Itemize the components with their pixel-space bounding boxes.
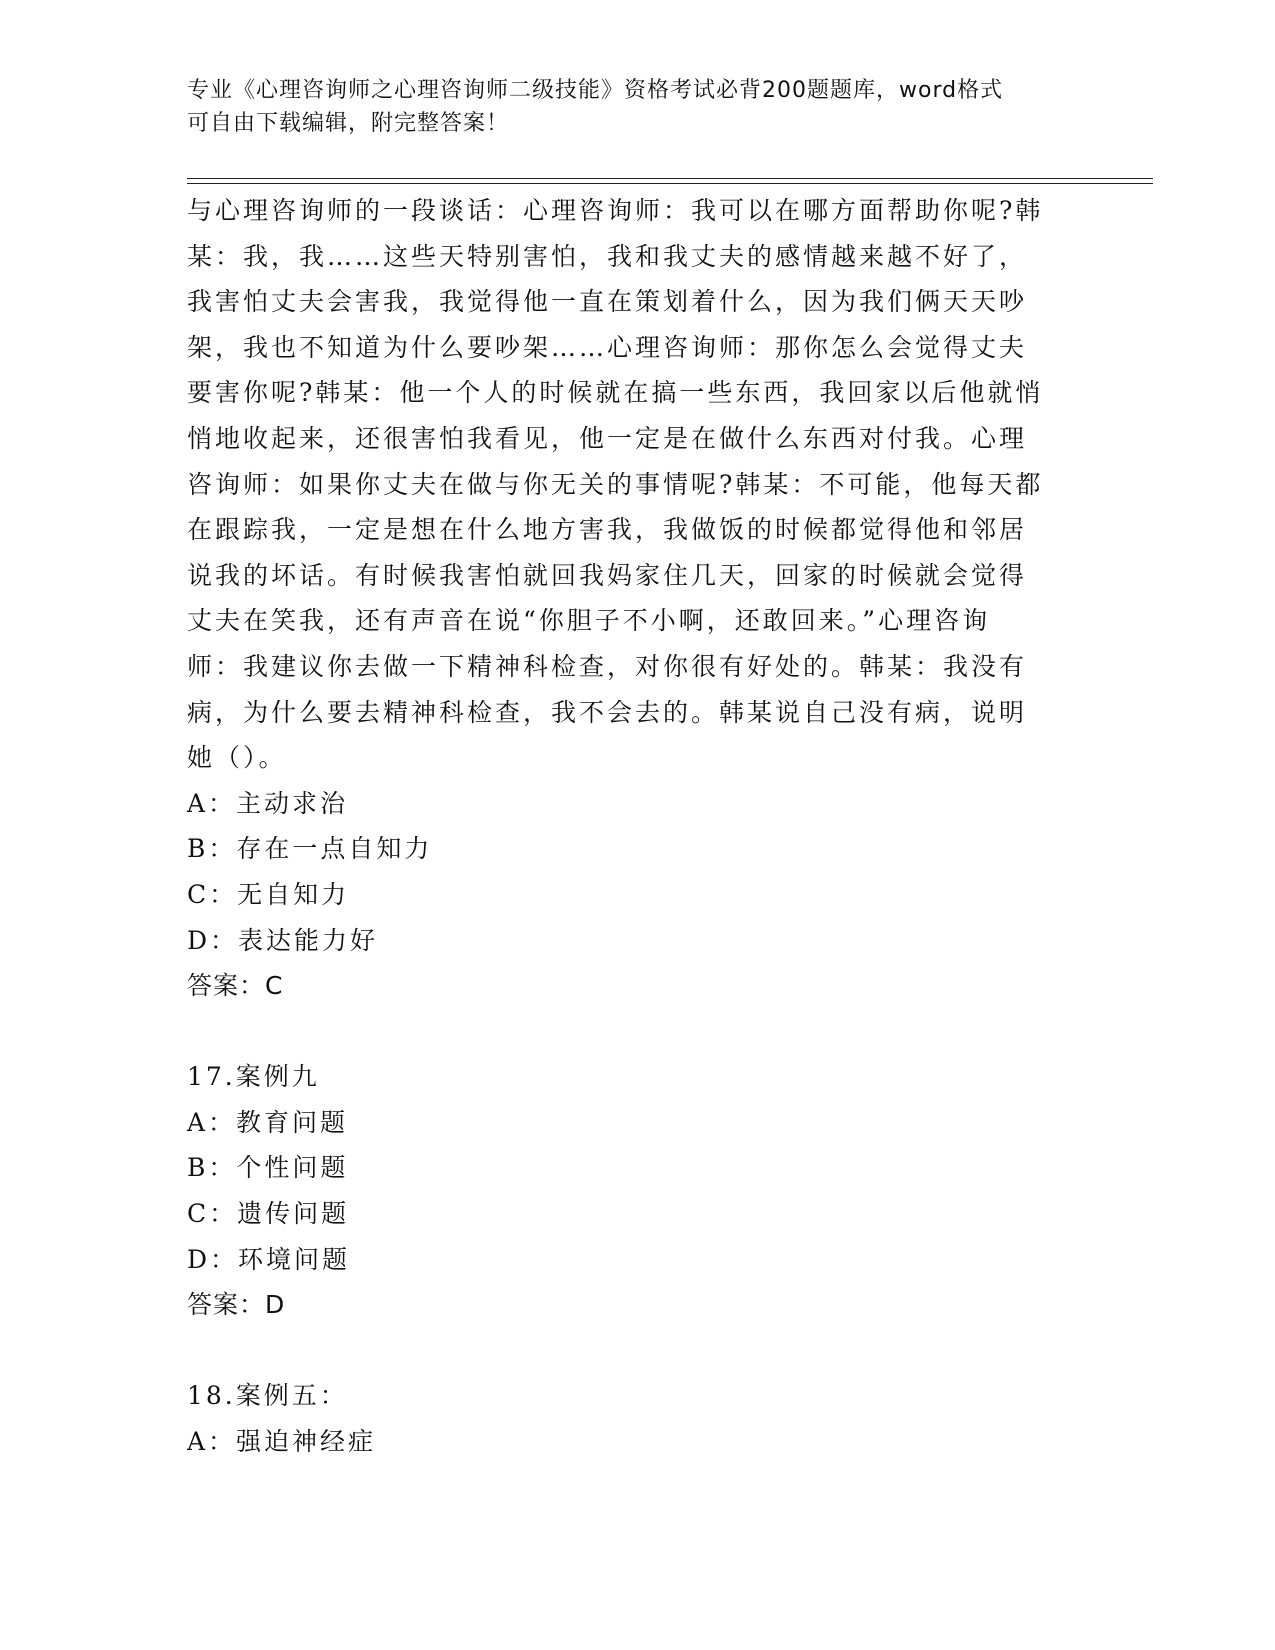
question-stem-line: 在跟踪我，一定是想在什么地方害我，我做饭的时候都觉得他和邻居 [187,515,1028,545]
question-title: 17.案例九 [187,1062,320,1092]
option-a: A：强迫神经症 [187,1427,377,1457]
question-stem-line: 某：我，我……这些天特别害怕，我和我丈夫的感情越来越不好了， [187,241,1028,271]
question-stem-line: 病，为什么要去精神科检查，我不会去的。韩某说自己没有病，说明 [187,697,1028,727]
answer-line: 答案：D [187,1290,286,1320]
question-stem-line: 架，我也不知道为什么要吵架……心理咨询师：那你怎么会觉得丈夫 [187,332,1028,362]
header-rule-top [187,178,1153,179]
answer-line: 答案：C [187,971,284,1001]
question-stem-line: 与心理咨询师的一段谈话：心理咨询师：我可以在哪方面帮助你呢?韩 [187,196,1044,225]
question-stem-line: 我害怕丈夫会害我，我觉得他一直在策划着什么，因为我们俩天天吵 [187,287,1028,317]
header-rule-bottom [187,183,1153,184]
question-stem-line: 师：我建议你去做一下精神科检查，对你很有好处的。韩某：我没有 [187,651,1028,681]
option-a: A：教育问题 [187,1107,349,1137]
spacer [187,1328,1087,1374]
question-stem-line: 咨询师：如果你丈夫在做与你无关的事情呢?韩某：不可能，他每天都 [187,469,1044,499]
option-b: B：存在一点自知力 [187,834,433,864]
question-stem-line: 丈夫在笑我，还有声音在说“你胆子不小啊，还敢回来。”心理咨询 [187,606,991,636]
spacer [187,1009,1087,1055]
question-title: 18.案例五： [187,1381,348,1411]
header-line-1: 专业《心理咨询师之心理咨询师二级技能》资格考试必背200题题库，word格式 [187,78,1004,103]
question-18 [187,1373,1087,1464]
option-a: A：主动求治 [187,788,349,818]
question-17 [187,1054,1087,1328]
question-stem-line: 悄地收起来，还很害怕我看见，他一定是在做什么东西对付我。心理 [187,423,1028,453]
question-stem-line: 要害你呢?韩某：他一个人的时候就在搞一些东西，我回家以后他就悄 [187,378,1044,408]
question-stem-line: 说我的坏话。有时候我害怕就回我妈家住几天，回家的时候就会觉得 [187,560,1028,590]
option-d: D：表达能力好 [187,925,379,955]
question-stem-line: 她（）。 [187,743,287,773]
question-16 [187,188,1087,1009]
document-header [187,74,1087,140]
option-c: C：遗传问题 [187,1199,350,1229]
option-b: B：个性问题 [187,1153,349,1183]
header-line-2: 可自由下载编辑，附完整答案！ [187,111,510,136]
option-d: D：环境问题 [187,1244,351,1274]
question-content [187,188,1087,1465]
option-c: C：无自知力 [187,879,350,909]
